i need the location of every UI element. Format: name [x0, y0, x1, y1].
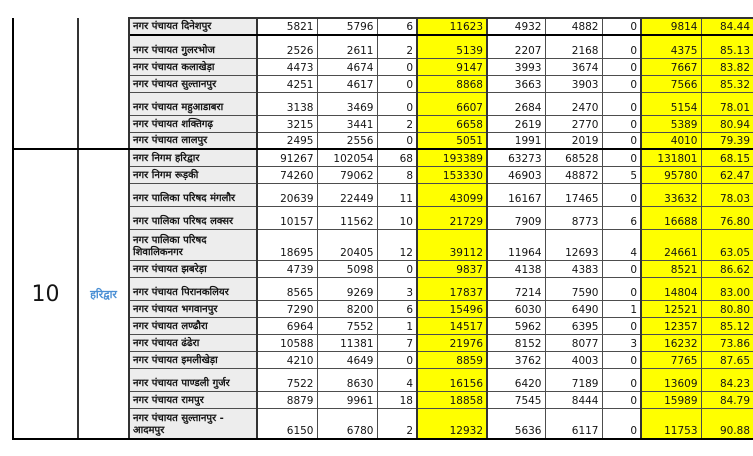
value-cell: 0 — [602, 92, 641, 115]
value-cell: 15989 — [641, 391, 701, 408]
value-cell: 78.03 — [701, 183, 753, 206]
value-cell: 8565 — [257, 277, 317, 300]
value-cell: 0 — [602, 368, 641, 391]
value-cell: 4383 — [545, 260, 602, 277]
value-cell: 3762 — [487, 351, 545, 368]
value-cell: 131801 — [641, 149, 701, 166]
value-cell: 8879 — [257, 391, 317, 408]
value-cell: 0 — [602, 58, 641, 75]
value-cell: 85.12 — [701, 317, 753, 334]
value-cell: 2619 — [487, 115, 545, 132]
value-cell: 3215 — [257, 115, 317, 132]
value-cell: 0 — [377, 132, 417, 149]
value-cell: 6490 — [545, 300, 602, 317]
value-cell: 2611 — [317, 35, 377, 58]
value-cell: 12693 — [545, 229, 602, 260]
value-cell: 153330 — [417, 166, 487, 183]
value-cell: 18 — [377, 391, 417, 408]
value-cell: 24661 — [641, 229, 701, 260]
municipality-name-cell: नगर निगम रूड़की — [129, 166, 257, 183]
value-cell: 0 — [602, 115, 641, 132]
value-cell: 10 — [377, 206, 417, 229]
municipality-name-cell: नगर पंचायत लण्ढौरा — [129, 317, 257, 334]
value-cell: 46903 — [487, 166, 545, 183]
value-cell: 7552 — [317, 317, 377, 334]
value-cell: 18858 — [417, 391, 487, 408]
value-cell: 48872 — [545, 166, 602, 183]
value-cell: 0 — [602, 260, 641, 277]
municipality-name-cell: नगर पंचायत भगवानपुर — [129, 300, 257, 317]
value-cell: 2168 — [545, 35, 602, 58]
value-cell: 0 — [602, 18, 641, 35]
value-cell: 5796 — [317, 18, 377, 35]
municipality-name-cell: नगर पंचायत पाण्डली गुर्जर — [129, 368, 257, 391]
value-cell: 8077 — [545, 334, 602, 351]
municipality-name-cell: नगर पंचायत इमलीखेड़ा — [129, 351, 257, 368]
value-cell: 12357 — [641, 317, 701, 334]
value-cell: 13609 — [641, 368, 701, 391]
value-cell: 0 — [602, 149, 641, 166]
value-cell: 11964 — [487, 229, 545, 260]
value-cell: 74260 — [257, 166, 317, 183]
municipality-name-cell: नगर पंचायत झबरेड़ा — [129, 260, 257, 277]
value-cell: 22449 — [317, 183, 377, 206]
municipality-name-cell: नगर पंचायत सुल्तानपुर - आदमपुर — [129, 408, 257, 439]
value-cell: 18695 — [257, 229, 317, 260]
value-cell: 3903 — [545, 75, 602, 92]
value-cell: 63.05 — [701, 229, 753, 260]
value-cell: 0 — [602, 75, 641, 92]
value-cell: 68528 — [545, 149, 602, 166]
value-cell: 7522 — [257, 368, 317, 391]
value-cell: 4674 — [317, 58, 377, 75]
value-cell: 0 — [602, 277, 641, 300]
value-cell: 68 — [377, 149, 417, 166]
value-cell: 4649 — [317, 351, 377, 368]
value-cell: 80.94 — [701, 115, 753, 132]
municipality-name-cell: नगर पंचायत रामपुर — [129, 391, 257, 408]
value-cell: 0 — [602, 351, 641, 368]
value-cell: 16156 — [417, 368, 487, 391]
value-cell: 0 — [602, 183, 641, 206]
value-cell: 83.82 — [701, 58, 753, 75]
election-results-table — [12, 17, 753, 440]
value-cell: 79062 — [317, 166, 377, 183]
value-cell: 6 — [377, 300, 417, 317]
value-cell: 10588 — [257, 334, 317, 351]
value-cell: 6395 — [545, 317, 602, 334]
value-cell: 84.79 — [701, 391, 753, 408]
municipality-name-cell: नगर पालिका परिषद लक्सर — [129, 206, 257, 229]
value-cell: 3663 — [487, 75, 545, 92]
municipality-name-cell: नगर पालिका परिषद मंगलौर — [129, 183, 257, 206]
value-cell: 1991 — [487, 132, 545, 149]
value-cell: 91267 — [257, 149, 317, 166]
value-cell: 2684 — [487, 92, 545, 115]
value-cell: 11623 — [417, 18, 487, 35]
value-cell: 78.01 — [701, 92, 753, 115]
district-name-cell: हरिद्वार — [78, 149, 129, 439]
value-cell: 0 — [377, 260, 417, 277]
table-body — [13, 18, 753, 439]
value-cell: 6 — [602, 206, 641, 229]
value-cell: 15496 — [417, 300, 487, 317]
value-cell: 4375 — [641, 35, 701, 58]
value-cell: 5154 — [641, 92, 701, 115]
value-cell: 9814 — [641, 18, 701, 35]
value-cell: 7545 — [487, 391, 545, 408]
municipality-name-cell: नगर पंचायत महुआडाबरा — [129, 92, 257, 115]
value-cell: 4210 — [257, 351, 317, 368]
value-cell: 2770 — [545, 115, 602, 132]
value-cell: 3 — [602, 334, 641, 351]
municipality-name-cell: नगर पंचायत कलाखेड़ा — [129, 58, 257, 75]
value-cell: 6150 — [257, 408, 317, 439]
value-cell: 4 — [602, 229, 641, 260]
value-cell: 4473 — [257, 58, 317, 75]
value-cell: 7590 — [545, 277, 602, 300]
value-cell: 39112 — [417, 229, 487, 260]
value-cell: 0 — [602, 391, 641, 408]
value-cell: 16232 — [641, 334, 701, 351]
value-cell: 11381 — [317, 334, 377, 351]
value-cell: 9147 — [417, 58, 487, 75]
municipality-name-cell: नगर पंचायत लालपुर — [129, 132, 257, 149]
value-cell: 12932 — [417, 408, 487, 439]
value-cell: 1 — [602, 300, 641, 317]
value-cell: 4010 — [641, 132, 701, 149]
value-cell: 2526 — [257, 35, 317, 58]
table-row — [13, 149, 753, 166]
value-cell: 5389 — [641, 115, 701, 132]
value-cell: 2207 — [487, 35, 545, 58]
value-cell: 5821 — [257, 18, 317, 35]
value-cell: 7290 — [257, 300, 317, 317]
municipality-name-cell: नगर पंचायत शक्तिगढ़ — [129, 115, 257, 132]
district-number-cell: 10 — [13, 149, 78, 439]
value-cell: 3441 — [317, 115, 377, 132]
value-cell: 85.13 — [701, 35, 753, 58]
municipality-name-cell: नगर निगम हरिद्वार — [129, 149, 257, 166]
value-cell: 11753 — [641, 408, 701, 439]
value-cell: 7214 — [487, 277, 545, 300]
value-cell: 0 — [377, 58, 417, 75]
value-cell: 2 — [377, 408, 417, 439]
value-cell: 12521 — [641, 300, 701, 317]
value-cell: 8 — [377, 166, 417, 183]
value-cell: 76.80 — [701, 206, 753, 229]
value-cell: 8868 — [417, 75, 487, 92]
value-cell: 2 — [377, 115, 417, 132]
value-cell: 79.39 — [701, 132, 753, 149]
value-cell: 9269 — [317, 277, 377, 300]
value-cell: 4739 — [257, 260, 317, 277]
value-cell: 0 — [377, 351, 417, 368]
municipality-name-cell: नगर पालिका परिषद शिवालिकनगर — [129, 229, 257, 260]
value-cell: 43099 — [417, 183, 487, 206]
value-cell: 10157 — [257, 206, 317, 229]
value-cell: 6420 — [487, 368, 545, 391]
value-cell: 5 — [602, 166, 641, 183]
value-cell: 83.00 — [701, 277, 753, 300]
value-cell: 1 — [377, 317, 417, 334]
table-row — [13, 18, 753, 35]
value-cell: 4617 — [317, 75, 377, 92]
value-cell: 17465 — [545, 183, 602, 206]
value-cell: 3674 — [545, 58, 602, 75]
value-cell: 193389 — [417, 149, 487, 166]
value-cell: 90.88 — [701, 408, 753, 439]
value-cell: 3993 — [487, 58, 545, 75]
value-cell: 7909 — [487, 206, 545, 229]
value-cell: 8152 — [487, 334, 545, 351]
value-cell: 0 — [602, 35, 641, 58]
value-cell: 0 — [602, 132, 641, 149]
value-cell: 7 — [377, 334, 417, 351]
value-cell: 16167 — [487, 183, 545, 206]
value-cell: 6 — [377, 18, 417, 35]
value-cell: 7566 — [641, 75, 701, 92]
value-cell: 87.65 — [701, 351, 753, 368]
district-name-cell — [78, 18, 129, 149]
municipality-name-cell: नगर पंचायत ढंढेरा — [129, 334, 257, 351]
value-cell: 0 — [377, 75, 417, 92]
value-cell: 9961 — [317, 391, 377, 408]
district-number-cell — [13, 18, 78, 149]
value-cell: 8200 — [317, 300, 377, 317]
value-cell: 2470 — [545, 92, 602, 115]
value-cell: 7189 — [545, 368, 602, 391]
value-cell: 6780 — [317, 408, 377, 439]
value-cell: 6964 — [257, 317, 317, 334]
value-cell: 4 — [377, 368, 417, 391]
value-cell: 4251 — [257, 75, 317, 92]
value-cell: 86.62 — [701, 260, 753, 277]
municipality-name-cell: नगर पंचायत दिनेशपुर — [129, 18, 257, 35]
value-cell: 5051 — [417, 132, 487, 149]
value-cell: 8521 — [641, 260, 701, 277]
value-cell: 8630 — [317, 368, 377, 391]
value-cell: 8444 — [545, 391, 602, 408]
value-cell: 33632 — [641, 183, 701, 206]
value-cell: 7667 — [641, 58, 701, 75]
value-cell: 3138 — [257, 92, 317, 115]
value-cell: 20405 — [317, 229, 377, 260]
value-cell: 3 — [377, 277, 417, 300]
value-cell: 4138 — [487, 260, 545, 277]
value-cell: 2 — [377, 35, 417, 58]
value-cell: 84.44 — [701, 18, 753, 35]
value-cell: 9837 — [417, 260, 487, 277]
value-cell: 63273 — [487, 149, 545, 166]
value-cell: 84.23 — [701, 368, 753, 391]
municipality-name-cell: नगर पंचायत गुुलरभोज — [129, 35, 257, 58]
value-cell: 73.86 — [701, 334, 753, 351]
value-cell: 11 — [377, 183, 417, 206]
value-cell: 11562 — [317, 206, 377, 229]
value-cell: 3469 — [317, 92, 377, 115]
results-table-sheet — [12, 17, 753, 440]
value-cell: 5098 — [317, 260, 377, 277]
value-cell: 0 — [602, 408, 641, 439]
value-cell: 12 — [377, 229, 417, 260]
value-cell: 17837 — [417, 277, 487, 300]
value-cell: 5962 — [487, 317, 545, 334]
value-cell: 102054 — [317, 149, 377, 166]
value-cell: 4003 — [545, 351, 602, 368]
value-cell: 6607 — [417, 92, 487, 115]
value-cell: 62.47 — [701, 166, 753, 183]
value-cell: 5139 — [417, 35, 487, 58]
value-cell: 6117 — [545, 408, 602, 439]
value-cell: 21729 — [417, 206, 487, 229]
municipality-name-cell: नगर पंचायत पिरानकलियर — [129, 277, 257, 300]
value-cell: 2019 — [545, 132, 602, 149]
value-cell: 95780 — [641, 166, 701, 183]
value-cell: 14517 — [417, 317, 487, 334]
value-cell: 14804 — [641, 277, 701, 300]
value-cell: 85.32 — [701, 75, 753, 92]
value-cell: 6030 — [487, 300, 545, 317]
value-cell: 0 — [602, 317, 641, 334]
value-cell: 8773 — [545, 206, 602, 229]
value-cell: 7765 — [641, 351, 701, 368]
value-cell: 16688 — [641, 206, 701, 229]
value-cell: 2495 — [257, 132, 317, 149]
value-cell: 21976 — [417, 334, 487, 351]
value-cell: 8859 — [417, 351, 487, 368]
value-cell: 68.15 — [701, 149, 753, 166]
value-cell: 0 — [377, 92, 417, 115]
value-cell: 5636 — [487, 408, 545, 439]
value-cell: 20639 — [257, 183, 317, 206]
value-cell: 2556 — [317, 132, 377, 149]
value-cell: 4932 — [487, 18, 545, 35]
municipality-name-cell: नगर पंचायत सुल्तानपुर — [129, 75, 257, 92]
value-cell: 80.80 — [701, 300, 753, 317]
value-cell: 6658 — [417, 115, 487, 132]
value-cell: 4882 — [545, 18, 602, 35]
